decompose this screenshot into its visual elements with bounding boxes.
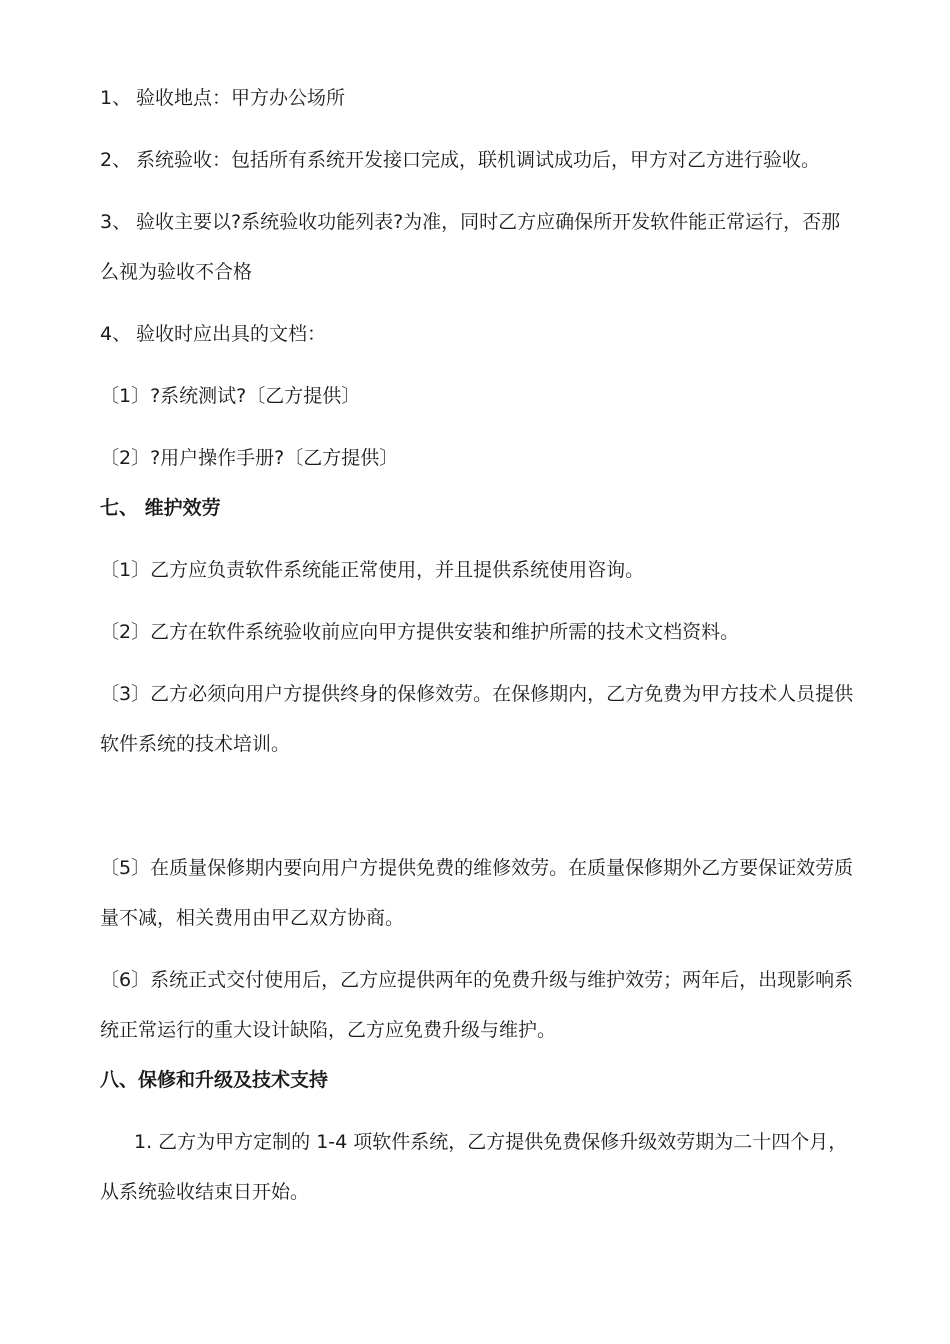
maintenance-item-6: 〔6〕系统正式交付使用后，乙方应提供两年的免费升级与维护效劳；两年后，出现影响系 <box>100 969 854 991</box>
item-number: 2、 <box>100 149 132 171</box>
item-text: 验收主要以?系统验收功能列表?为准，同时乙方应确保所开发软件能正常运行，否那 <box>136 211 841 233</box>
acceptance-item-1 <box>100 86 880 110</box>
acceptance-item-2 <box>100 148 880 172</box>
maintenance-item-1: 〔1〕乙方应负责软件系统能正常使用，并且提供系统使用咨询。 <box>100 559 645 581</box>
maintenance-item-6-continued: 统正常运行的重大设计缺陷，乙方应免费升级与维护。 <box>100 1019 557 1041</box>
item-number: 3、 <box>100 211 132 233</box>
maintenance-item-5-continued: 量不减，相关费用由甲乙双方协商。 <box>100 907 405 929</box>
section-7-heading: 七、 维护效劳 <box>100 497 221 519</box>
document-item-2: 〔2〕?用户操作手册?〔乙方提供〕 <box>100 447 399 469</box>
warranty-item-1: 1. 乙方为甲方定制的 1-4 项软件系统，乙方提供免费保修升级效劳期为二十四个月， <box>134 1131 848 1153</box>
item-number: 4、 <box>100 323 132 345</box>
item-text: 验收时应出具的文档： <box>136 323 327 345</box>
warranty-item-1-continued: 从系统验收结束日开始。 <box>100 1181 310 1203</box>
item-number: 1、 <box>100 87 132 109</box>
maintenance-item-5: 〔5〕在质量保修期内要向用户方提供免费的维修效劳。在质量保修期外乙方要保证效劳质 <box>100 857 854 879</box>
maintenance-item-2: 〔2〕乙方在软件系统验收前应向甲方提供安装和维护所需的技术文档资料。 <box>100 621 740 643</box>
item-text: 系统验收：包括所有系统开发接口完成，联机调试成功后，甲方对乙方进行验收。 <box>136 149 821 171</box>
acceptance-item-3 <box>100 210 880 234</box>
document-item-1: 〔1〕?系统测试?〔乙方提供〕 <box>100 385 361 407</box>
acceptance-item-4 <box>100 322 880 346</box>
acceptance-item-3-continued: 么视为验收不合格 <box>100 261 253 283</box>
maintenance-item-3-continued: 软件系统的技术培训。 <box>100 733 291 755</box>
maintenance-item-3: 〔3〕乙方必须向用户方提供终身的保修效劳。在保修期内，乙方免费为甲方技术人员提供 <box>100 683 854 705</box>
item-text: 验收地点：甲方办公场所 <box>136 87 346 109</box>
section-8-heading: 八、保修和升级及技术支持 <box>100 1069 329 1091</box>
